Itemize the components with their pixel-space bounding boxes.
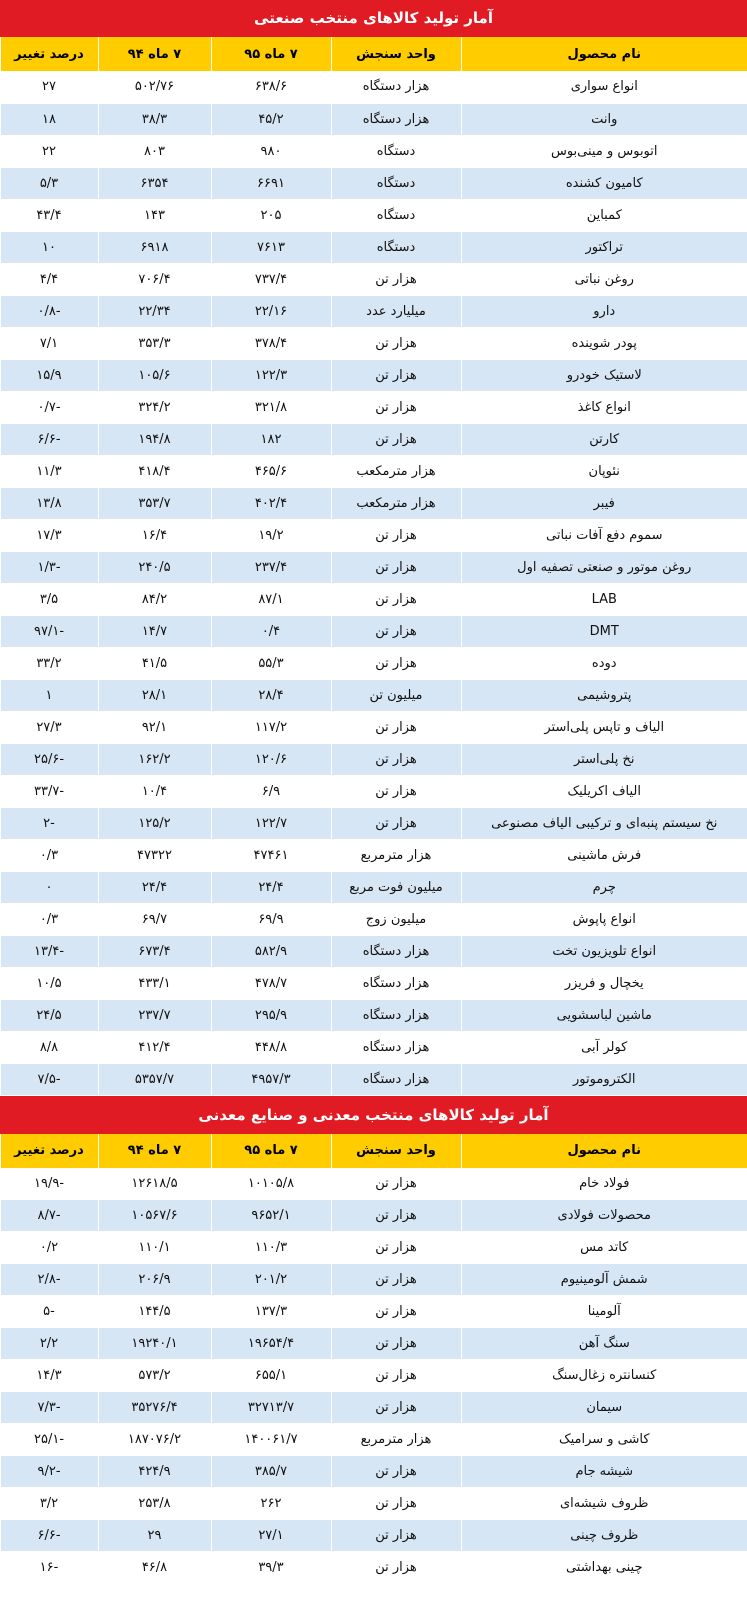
value-7m-95-cell: ۷۶۱۳: [211, 231, 331, 263]
product-name-cell: دوده: [461, 647, 747, 679]
mining-title: آمار تولید کالاهای منتخب معدنی و صنایع معدنی: [0, 1096, 747, 1134]
change-pct-cell: ۱۴/۳: [0, 1360, 98, 1392]
value-7m-95-cell: ۲۰۱/۲: [211, 1264, 331, 1296]
change-pct-cell: -۰/۷: [0, 391, 98, 423]
value-7m-95-cell: ۵۸۲/۹: [211, 935, 331, 967]
table-row: [0, 1063, 747, 1095]
header-7m-95: ۷ ماه ۹۵: [211, 1134, 331, 1168]
value-7m-94-cell: ۶۹۱۸: [98, 231, 211, 263]
unit-cell: هزار تن: [331, 423, 461, 455]
unit-cell: هزار تن: [331, 1168, 461, 1200]
table-row: [0, 903, 747, 935]
value-7m-95-cell: ۱۸۲: [211, 423, 331, 455]
product-name-cell: دارو: [461, 295, 747, 327]
value-7m-95-cell: ۲۲/۱۶: [211, 295, 331, 327]
product-name-cell: کارتن: [461, 423, 747, 455]
unit-cell: هزار تن: [331, 1232, 461, 1264]
unit-cell: هزار تن: [331, 359, 461, 391]
value-7m-94-cell: ۴۱۲/۴: [98, 1031, 211, 1063]
header-unit: واحد سنجش: [331, 37, 461, 71]
header-product: نام محصول: [461, 1134, 747, 1168]
unit-cell: هزار دستگاه: [331, 935, 461, 967]
table-row: [0, 1360, 747, 1392]
change-pct-cell: -۰/۸: [0, 295, 98, 327]
value-7m-94-cell: ۲۵۳/۸: [98, 1488, 211, 1520]
unit-cell: دستگاه: [331, 167, 461, 199]
unit-cell: هزار تن: [331, 1552, 461, 1584]
table-row: [0, 1031, 747, 1063]
change-pct-cell: ۲/۲: [0, 1328, 98, 1360]
product-name-cell: ماشین لباسشویی: [461, 999, 747, 1031]
unit-cell: هزار تن: [331, 1520, 461, 1552]
product-name-cell: نخ سیستم پنبه‌ای و ترکیبی الیاف مصنوعی: [461, 807, 747, 839]
product-name-cell: انواع پاپوش: [461, 903, 747, 935]
value-7m-95-cell: ۲۷/۱: [211, 1520, 331, 1552]
table-row: [0, 1392, 747, 1424]
value-7m-94-cell: ۱۶/۴: [98, 519, 211, 551]
value-7m-94-cell: ۲۴۰/۵: [98, 551, 211, 583]
value-7m-95-cell: ۲۰۵: [211, 199, 331, 231]
product-name-cell: روغن موتور و صنعتی تصفیه اول: [461, 551, 747, 583]
change-pct-cell: -۵: [0, 1296, 98, 1328]
change-pct-cell: ۲۴/۵: [0, 999, 98, 1031]
value-7m-94-cell: ۳۸/۳: [98, 103, 211, 135]
value-7m-94-cell: ۲۸/۱: [98, 679, 211, 711]
value-7m-95-cell: ۶۵۵/۱: [211, 1360, 331, 1392]
value-7m-95-cell: ۲۶۲: [211, 1488, 331, 1520]
product-name-cell: چینی بهداشتی: [461, 1552, 747, 1584]
value-7m-95-cell: ۹۸۰: [211, 135, 331, 167]
value-7m-95-cell: ۳۷۸/۴: [211, 327, 331, 359]
header-change-pct: درصد تغییر: [0, 1134, 98, 1168]
unit-cell: دستگاه: [331, 199, 461, 231]
table-row: [0, 1520, 747, 1552]
product-name-cell: انواع سواری: [461, 71, 747, 103]
value-7m-94-cell: ۱۲۶۱۸/۵: [98, 1168, 211, 1200]
product-name-cell: نئوپان: [461, 455, 747, 487]
table-row: [0, 967, 747, 999]
unit-cell: هزار مترمکعب: [331, 455, 461, 487]
table-row: [0, 647, 747, 679]
product-name-cell: LAB: [461, 583, 747, 615]
value-7m-94-cell: ۵۰۲/۷۶: [98, 71, 211, 103]
change-pct-cell: ۱۱/۳: [0, 455, 98, 487]
header-7m-95: ۷ ماه ۹۵: [211, 37, 331, 71]
unit-cell: میلیون زوج: [331, 903, 461, 935]
value-7m-94-cell: ۱۴۴/۵: [98, 1296, 211, 1328]
value-7m-95-cell: ۴۶۵/۶: [211, 455, 331, 487]
product-name-cell: انواع کاغذ: [461, 391, 747, 423]
unit-cell: هزار تن: [331, 1360, 461, 1392]
unit-cell: دستگاه: [331, 231, 461, 263]
product-name-cell: کاشی و سرامیک: [461, 1424, 747, 1456]
product-name-cell: الیاف اکریلیک: [461, 775, 747, 807]
product-name-cell: یخچال و فریزر: [461, 967, 747, 999]
table-row: [0, 487, 747, 519]
value-7m-95-cell: ۶۹/۹: [211, 903, 331, 935]
unit-cell: هزار تن: [331, 775, 461, 807]
change-pct-cell: ۱۰: [0, 231, 98, 263]
product-name-cell: فرش ماشینی: [461, 839, 747, 871]
value-7m-95-cell: ۱۴۰۰۶۱/۷: [211, 1424, 331, 1456]
table-row: [0, 871, 747, 903]
product-name-cell: محصولات فولادی: [461, 1200, 747, 1232]
mining-header-row: [0, 1134, 747, 1168]
value-7m-94-cell: ۷۰۶/۴: [98, 263, 211, 295]
change-pct-cell: ۱۵/۹: [0, 359, 98, 391]
product-name-cell: سیمان: [461, 1392, 747, 1424]
industrial-header-row: [0, 37, 747, 71]
change-pct-cell: ۱: [0, 679, 98, 711]
change-pct-cell: ۴۳/۴: [0, 199, 98, 231]
table-row: [0, 231, 747, 263]
unit-cell: هزار دستگاه: [331, 999, 461, 1031]
value-7m-94-cell: ۹۲/۱: [98, 711, 211, 743]
change-pct-cell: -۶/۶: [0, 423, 98, 455]
value-7m-95-cell: ۱۲۲/۷: [211, 807, 331, 839]
mining-body: [0, 1168, 747, 1584]
unit-cell: میلیون تن: [331, 679, 461, 711]
unit-cell: هزار تن: [331, 1456, 461, 1488]
change-pct-cell: -۱/۳: [0, 551, 98, 583]
unit-cell: هزار مترمکعب: [331, 487, 461, 519]
value-7m-95-cell: ۱۱۰/۳: [211, 1232, 331, 1264]
table-row: [0, 295, 747, 327]
table-row: [0, 551, 747, 583]
value-7m-94-cell: ۱۸۷۰۷۶/۲: [98, 1424, 211, 1456]
value-7m-94-cell: ۲۰۶/۹: [98, 1264, 211, 1296]
value-7m-94-cell: ۸۴/۲: [98, 583, 211, 615]
product-name-cell: پتروشیمی: [461, 679, 747, 711]
table-row: [0, 711, 747, 743]
value-7m-95-cell: ۲۴/۴: [211, 871, 331, 903]
unit-cell: هزار دستگاه: [331, 1031, 461, 1063]
unit-cell: هزار دستگاه: [331, 1063, 461, 1095]
value-7m-94-cell: ۶۷۳/۴: [98, 935, 211, 967]
product-name-cell: سنگ آهن: [461, 1328, 747, 1360]
header-product: نام محصول: [461, 37, 747, 71]
change-pct-cell: ۲۷: [0, 71, 98, 103]
table-row: [0, 1200, 747, 1232]
change-pct-cell: ۱۷/۳: [0, 519, 98, 551]
value-7m-95-cell: ۴۵/۲: [211, 103, 331, 135]
product-name-cell: تراکتور: [461, 231, 747, 263]
unit-cell: هزار تن: [331, 1264, 461, 1296]
table-row: [0, 327, 747, 359]
change-pct-cell: -۹/۲: [0, 1456, 98, 1488]
table-row: [0, 359, 747, 391]
value-7m-94-cell: ۱۰۵/۶: [98, 359, 211, 391]
value-7m-95-cell: ۳۸۵/۷: [211, 1456, 331, 1488]
value-7m-95-cell: ۲۸/۴: [211, 679, 331, 711]
table-row: [0, 391, 747, 423]
header-7m-94: ۷ ماه ۹۴: [98, 37, 211, 71]
change-pct-cell: ۸/۸: [0, 1031, 98, 1063]
unit-cell: هزار تن: [331, 391, 461, 423]
value-7m-94-cell: ۱۶۲/۲: [98, 743, 211, 775]
industrial-body: [0, 71, 747, 1095]
product-name-cell: فولاد خام: [461, 1168, 747, 1200]
product-name-cell: پودر شوینده: [461, 327, 747, 359]
table-row: [0, 519, 747, 551]
unit-cell: هزار تن: [331, 743, 461, 775]
value-7m-94-cell: ۵۷۳/۲: [98, 1360, 211, 1392]
value-7m-94-cell: ۱۱۰/۱: [98, 1232, 211, 1264]
product-name-cell: انواع تلویزیون تخت: [461, 935, 747, 967]
value-7m-94-cell: ۳۵۳/۷: [98, 487, 211, 519]
change-pct-cell: -۲۵/۶: [0, 743, 98, 775]
unit-cell: هزار تن: [331, 1392, 461, 1424]
value-7m-95-cell: ۴۷۴۶۱: [211, 839, 331, 871]
value-7m-95-cell: ۱۰۱۰۵/۸: [211, 1168, 331, 1200]
value-7m-94-cell: ۴۷۳۲۲: [98, 839, 211, 871]
product-name-cell: سموم دفع آفات نباتی: [461, 519, 747, 551]
change-pct-cell: ۷/۱: [0, 327, 98, 359]
table-row: [0, 1232, 747, 1264]
value-7m-94-cell: ۶۹/۷: [98, 903, 211, 935]
change-pct-cell: -۸/۷: [0, 1200, 98, 1232]
value-7m-95-cell: ۲۹۵/۹: [211, 999, 331, 1031]
table-row: [0, 839, 747, 871]
change-pct-cell: ۰/۲: [0, 1232, 98, 1264]
unit-cell: هزار مترمربع: [331, 839, 461, 871]
value-7m-95-cell: ۴۷۸/۷: [211, 967, 331, 999]
change-pct-cell: -۳۳/۷: [0, 775, 98, 807]
product-name-cell: الیاف و تاپس پلی‌استر: [461, 711, 747, 743]
header-7m-94: ۷ ماه ۹۴: [98, 1134, 211, 1168]
product-name-cell: ظروف چینی: [461, 1520, 747, 1552]
value-7m-94-cell: ۴۱/۵: [98, 647, 211, 679]
table-row: [0, 71, 747, 103]
value-7m-95-cell: ۴۹۵۷/۳: [211, 1063, 331, 1095]
unit-cell: هزار تن: [331, 583, 461, 615]
change-pct-cell: -۱۶: [0, 1552, 98, 1584]
product-name-cell: اتوبوس و مینی‌بوس: [461, 135, 747, 167]
value-7m-94-cell: ۱۹۲۴۰/۱: [98, 1328, 211, 1360]
product-name-cell: ظروف شیشه‌ای: [461, 1488, 747, 1520]
value-7m-95-cell: ۵۵/۳: [211, 647, 331, 679]
change-pct-cell: ۵/۳: [0, 167, 98, 199]
product-name-cell: شیشه جام: [461, 1456, 747, 1488]
unit-cell: میلیارد عدد: [331, 295, 461, 327]
unit-cell: هزار تن: [331, 327, 461, 359]
value-7m-95-cell: ۶۶۹۱: [211, 167, 331, 199]
unit-cell: هزار تن: [331, 519, 461, 551]
value-7m-94-cell: ۱۲۵/۲: [98, 807, 211, 839]
change-pct-cell: ۴/۴: [0, 263, 98, 295]
product-name-cell: لاستیک خودرو: [461, 359, 747, 391]
product-name-cell: شمش آلومینیوم: [461, 1264, 747, 1296]
product-name-cell: DMT: [461, 615, 747, 647]
value-7m-95-cell: ۸۷/۱: [211, 583, 331, 615]
value-7m-95-cell: ۷۳۷/۴: [211, 263, 331, 295]
value-7m-95-cell: ۶/۹: [211, 775, 331, 807]
change-pct-cell: -۲: [0, 807, 98, 839]
industrial-title: آمار تولید کالاهای منتخب صنعتی: [0, 0, 747, 37]
change-pct-cell: ۱۸: [0, 103, 98, 135]
change-pct-cell: ۰: [0, 871, 98, 903]
table-row: [0, 1264, 747, 1296]
table-row: [0, 743, 747, 775]
unit-cell: هزار تن: [331, 1328, 461, 1360]
value-7m-94-cell: ۴۲۴/۹: [98, 1456, 211, 1488]
table-row: [0, 1552, 747, 1584]
product-name-cell: کولر آبی: [461, 1031, 747, 1063]
product-name-cell: آلومینا: [461, 1296, 747, 1328]
table-row: [0, 615, 747, 647]
value-7m-94-cell: ۲۳۷/۷: [98, 999, 211, 1031]
change-pct-cell: -۷/۵: [0, 1063, 98, 1095]
table-row: [0, 103, 747, 135]
value-7m-95-cell: ۳۲۱/۸: [211, 391, 331, 423]
value-7m-94-cell: ۱۹۴/۸: [98, 423, 211, 455]
table-row: [0, 167, 747, 199]
value-7m-95-cell: ۱۹۶۵۴/۴: [211, 1328, 331, 1360]
header-unit: واحد سنجش: [331, 1134, 461, 1168]
table-row: [0, 679, 747, 711]
value-7m-95-cell: ۳۲۷۱۳/۷: [211, 1392, 331, 1424]
unit-cell: میلیون فوت مربع: [331, 871, 461, 903]
change-pct-cell: -۹۷/۱: [0, 615, 98, 647]
table-row: [0, 1488, 747, 1520]
product-name-cell: نخ پلی‌استر: [461, 743, 747, 775]
industrial-table: [0, 37, 747, 1096]
product-name-cell: وانت: [461, 103, 747, 135]
change-pct-cell: -۱۹/۹: [0, 1168, 98, 1200]
unit-cell: هزار تن: [331, 1296, 461, 1328]
table-row: [0, 1168, 747, 1200]
product-name-cell: فیبر: [461, 487, 747, 519]
unit-cell: هزار تن: [331, 615, 461, 647]
value-7m-94-cell: ۱۴/۷: [98, 615, 211, 647]
table-row: [0, 999, 747, 1031]
unit-cell: هزار تن: [331, 647, 461, 679]
value-7m-94-cell: ۴۱۸/۴: [98, 455, 211, 487]
unit-cell: هزار تن: [331, 263, 461, 295]
unit-cell: هزار تن: [331, 551, 461, 583]
value-7m-95-cell: ۹۶۵۲/۱: [211, 1200, 331, 1232]
value-7m-94-cell: ۱۰۵۶۷/۶: [98, 1200, 211, 1232]
table-row: [0, 807, 747, 839]
product-name-cell: چرم: [461, 871, 747, 903]
value-7m-94-cell: ۳۵۲۷۶/۴: [98, 1392, 211, 1424]
value-7m-94-cell: ۱۰/۴: [98, 775, 211, 807]
product-name-cell: کنسانتره زغال‌سنگ: [461, 1360, 747, 1392]
value-7m-95-cell: ۱۱۷/۲: [211, 711, 331, 743]
table-row: [0, 1456, 747, 1488]
mining-section: [0, 1096, 747, 1585]
change-pct-cell: -۲/۸: [0, 1264, 98, 1296]
change-pct-cell: ۰/۳: [0, 839, 98, 871]
product-name-cell: کاتد مس: [461, 1232, 747, 1264]
unit-cell: هزار تن: [331, 1200, 461, 1232]
change-pct-cell: ۲۲: [0, 135, 98, 167]
value-7m-95-cell: ۳۹/۳: [211, 1552, 331, 1584]
product-name-cell: کمباین: [461, 199, 747, 231]
unit-cell: هزار تن: [331, 807, 461, 839]
value-7m-95-cell: ۱۹/۲: [211, 519, 331, 551]
table-row: [0, 199, 747, 231]
value-7m-94-cell: ۱۴۳: [98, 199, 211, 231]
value-7m-94-cell: ۲۴/۴: [98, 871, 211, 903]
product-name-cell: روغن نباتی: [461, 263, 747, 295]
product-name-cell: الکتروموتور: [461, 1063, 747, 1095]
value-7m-94-cell: ۲۹: [98, 1520, 211, 1552]
change-pct-cell: -۲۵/۱: [0, 1424, 98, 1456]
value-7m-94-cell: ۳۵۳/۳: [98, 327, 211, 359]
table-row: [0, 455, 747, 487]
table-row: [0, 1328, 747, 1360]
change-pct-cell: ۱۳/۸: [0, 487, 98, 519]
change-pct-cell: -۱۳/۴: [0, 935, 98, 967]
value-7m-95-cell: ۱۳۷/۳: [211, 1296, 331, 1328]
unit-cell: هزار دستگاه: [331, 967, 461, 999]
header-change-pct: درصد تغییر: [0, 37, 98, 71]
unit-cell: هزار دستگاه: [331, 71, 461, 103]
table-row: [0, 935, 747, 967]
table-row: [0, 1296, 747, 1328]
change-pct-cell: -۶/۶: [0, 1520, 98, 1552]
change-pct-cell: ۲۷/۳: [0, 711, 98, 743]
table-row: [0, 1424, 747, 1456]
unit-cell: دستگاه: [331, 135, 461, 167]
value-7m-94-cell: ۲۲/۳۴: [98, 295, 211, 327]
value-7m-95-cell: ۲۳۷/۴: [211, 551, 331, 583]
change-pct-cell: -۷/۳: [0, 1392, 98, 1424]
unit-cell: هزار دستگاه: [331, 103, 461, 135]
value-7m-95-cell: ۴۰۲/۴: [211, 487, 331, 519]
value-7m-94-cell: ۳۲۴/۲: [98, 391, 211, 423]
change-pct-cell: ۱۰/۵: [0, 967, 98, 999]
unit-cell: هزار مترمربع: [331, 1424, 461, 1456]
value-7m-94-cell: ۵۳۵۷/۷: [98, 1063, 211, 1095]
table-row: [0, 423, 747, 455]
change-pct-cell: ۳/۵: [0, 583, 98, 615]
value-7m-95-cell: ۱۲۰/۶: [211, 743, 331, 775]
table-row: [0, 583, 747, 615]
value-7m-94-cell: ۴۶/۸: [98, 1552, 211, 1584]
value-7m-95-cell: ۰/۴: [211, 615, 331, 647]
unit-cell: هزار تن: [331, 1488, 461, 1520]
value-7m-94-cell: ۸۰۳: [98, 135, 211, 167]
table-row: [0, 775, 747, 807]
value-7m-95-cell: ۱۲۲/۳: [211, 359, 331, 391]
change-pct-cell: ۳۳/۲: [0, 647, 98, 679]
table-row: [0, 135, 747, 167]
product-name-cell: کامیون کشنده: [461, 167, 747, 199]
change-pct-cell: ۰/۳: [0, 903, 98, 935]
value-7m-94-cell: ۶۳۵۴: [98, 167, 211, 199]
mining-table: [0, 1134, 747, 1585]
table-row: [0, 263, 747, 295]
unit-cell: هزار تن: [331, 711, 461, 743]
value-7m-94-cell: ۴۳۳/۱: [98, 967, 211, 999]
change-pct-cell: ۳/۲: [0, 1488, 98, 1520]
value-7m-95-cell: ۴۴۸/۸: [211, 1031, 331, 1063]
value-7m-95-cell: ۶۳۸/۶: [211, 71, 331, 103]
